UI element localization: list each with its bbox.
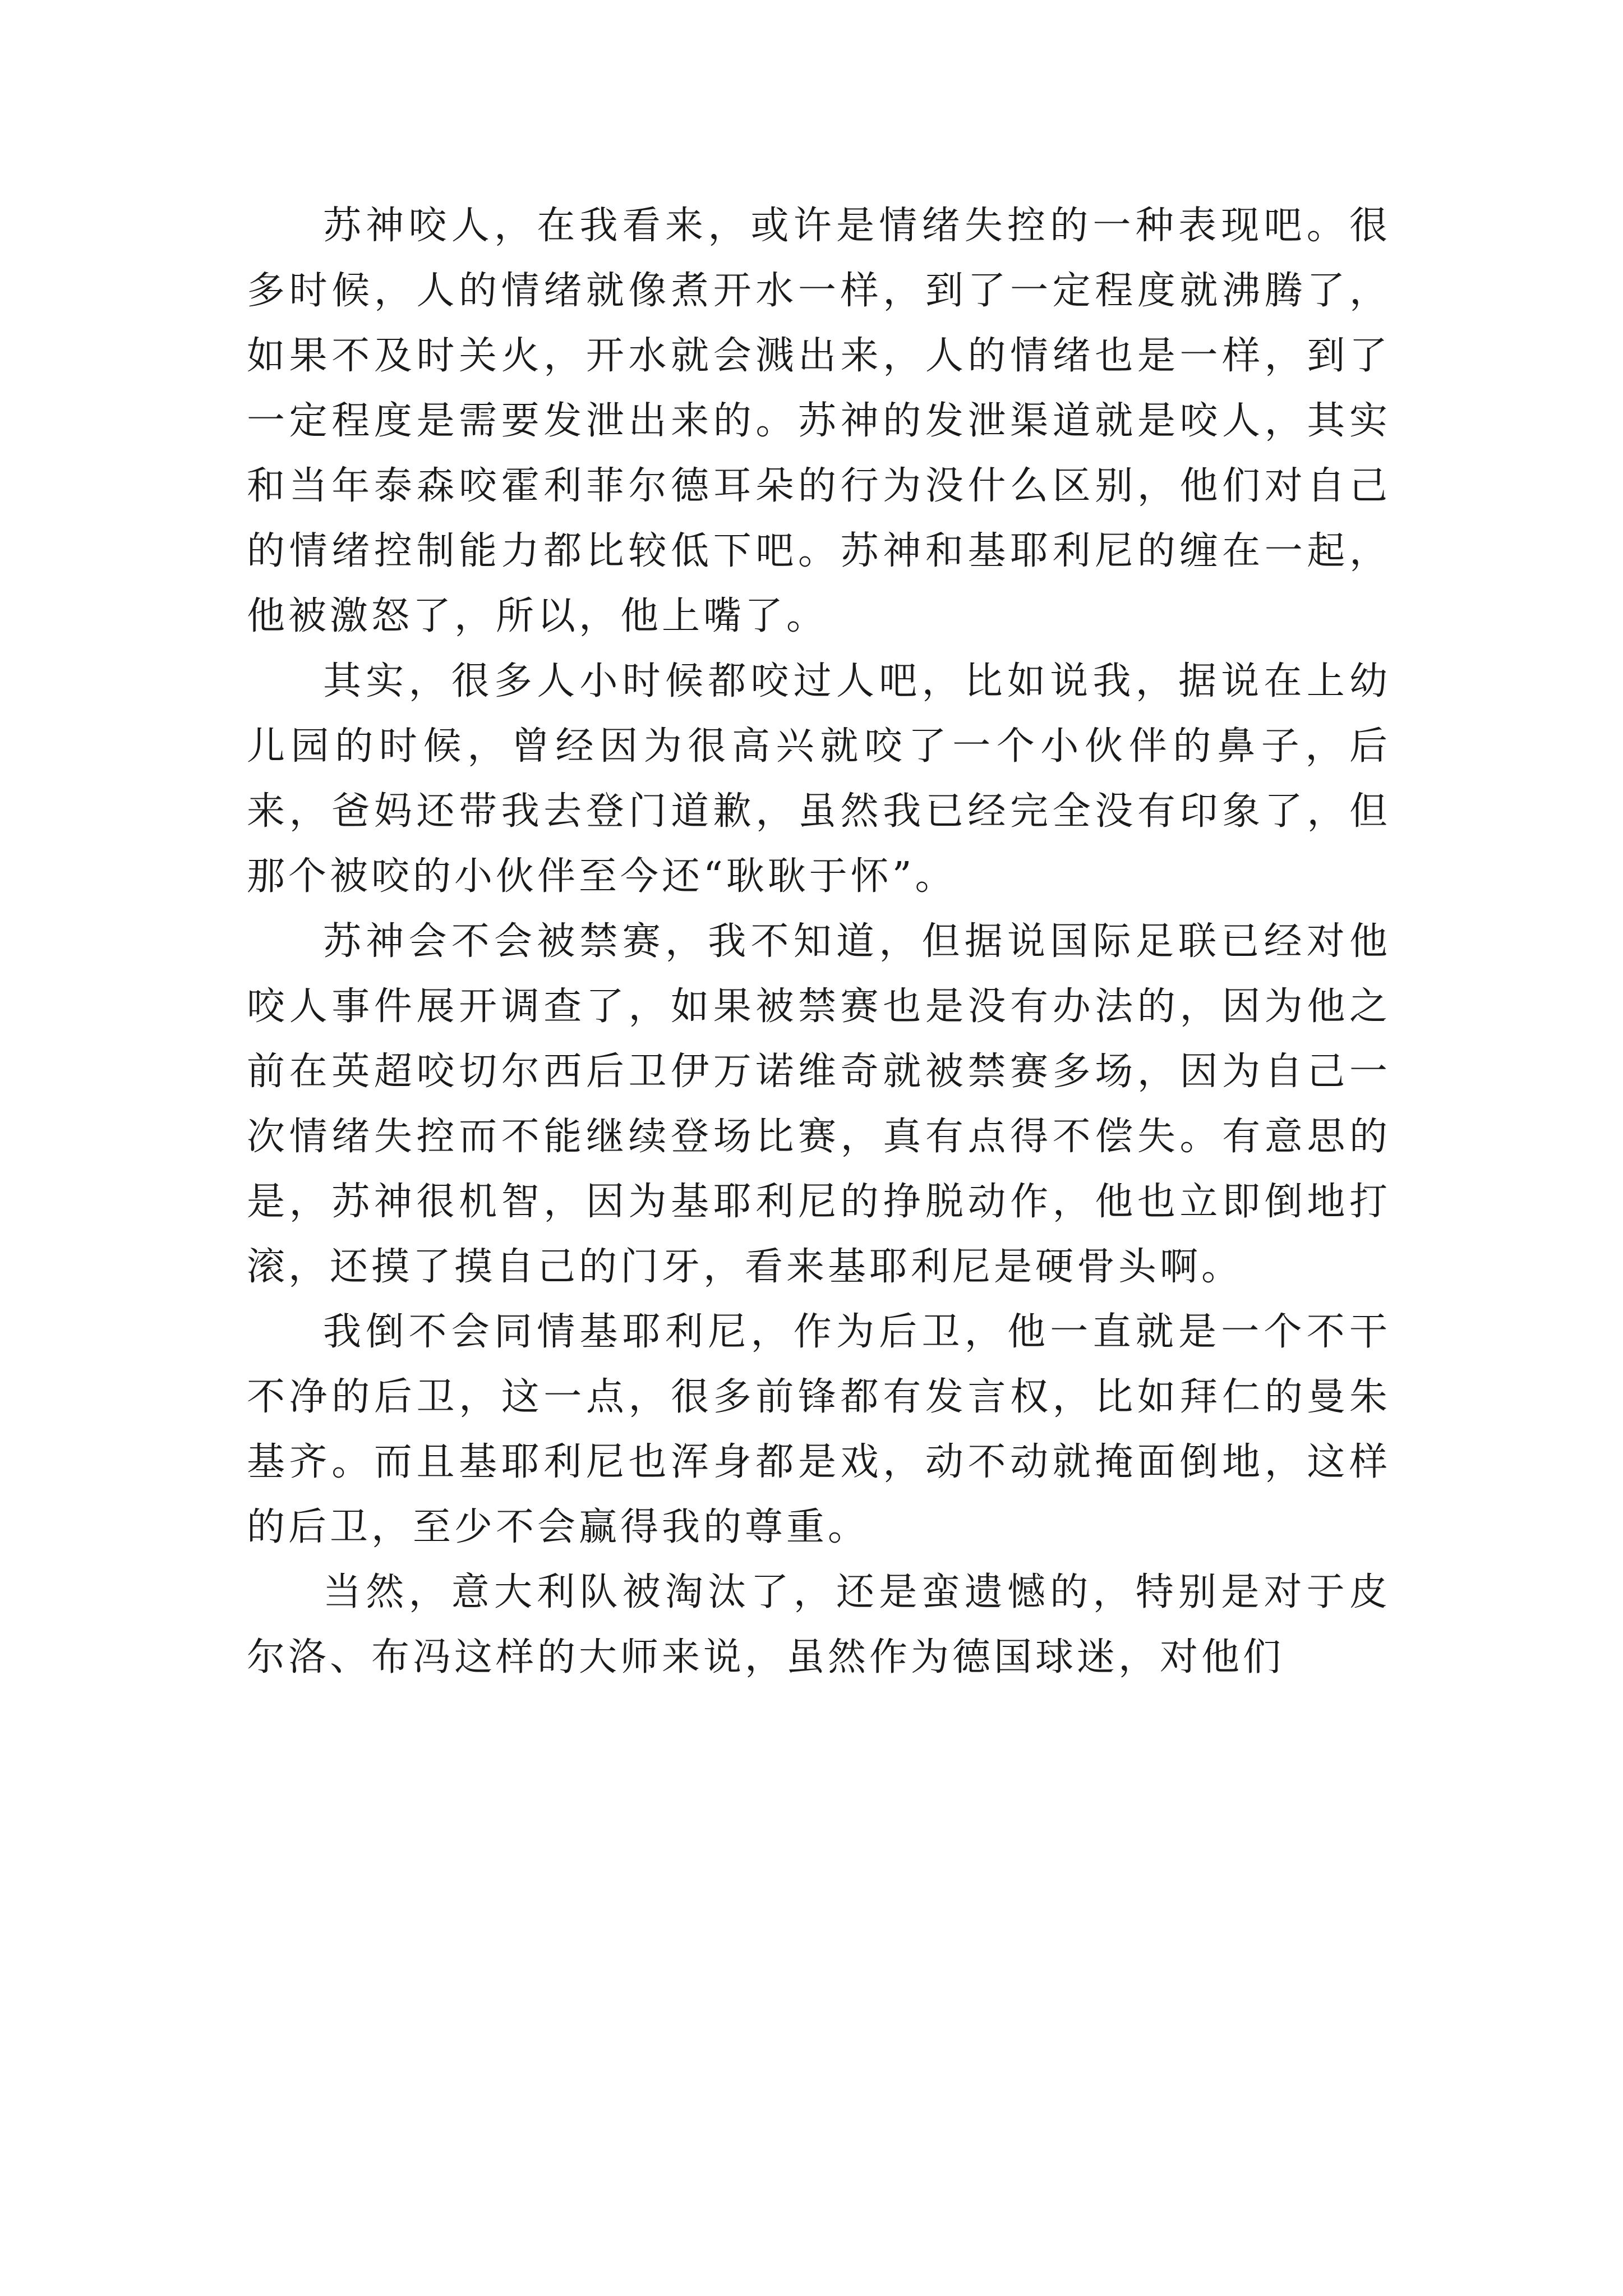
paragraph-4: 我倒不会同情基耶利尼，作为后卫，他一直就是一个不干不净的后卫，这一点，很多前锋都有发言权，比如拜仁的曼朱基齐。而且基耶利尼也浑身都是戏，动不动就掩面倒地，这样的后卫，至少不会赢得我的尊重。 <box>247 1310 1391 1549</box>
paragraph-2: 其实，很多人小时候都咬过人吧，比如说我，据说在上幼儿园的时候，曾经因为很高兴就咬了一个小伙伴的鼻子，后来，爸妈还带我去登门道歉，虽然我已经完全没有印象了，但那个被咬的小伙伴至今还“耿耿于怀”。 <box>247 659 1391 899</box>
paragraph-1: 苏神咬人，在我看来，或许是情绪失控的一种表现吧。很多时候，人的情绪就像煮开水一样，到了一定程度就沸腾了，如果不及时关火，开水就会溅出来，人的情绪也是一样，到了一定程度是需要发泄出来的。苏神的发泄渠道就是咬人，其实和当年泰森咬霍利菲尔德耳朵的行为没什么区别，他们对自己的情绪控制能力都比较低下吧。苏神和基耶利尼的缠在一起，他被激怒了，所以，他上嘴了。 <box>247 204 1391 638</box>
document-body <box>247 194 1391 1690</box>
paragraph-3: 苏神会不会被禁赛，我不知道，但据说国际足联已经对他咬人事件展开调查了，如果被禁赛也是没有办法的，因为他之前在英超咬切尔西后卫伊万诺维奇就被禁赛多场，因为自己一次情绪失控而不能继续登场比赛，真有点得不偿失。有意思的是，苏神很机智，因为基耶利尼的挣脱动作，他也立即倒地打滚，还摸了摸自己的门牙，看来基耶利尼是硬骨头啊。 <box>247 919 1391 1289</box>
paragraph-5: 当然，意大利队被淘汰了，还是蛮遗憾的，特别是对于皮尔洛、布冯这样的大师来说，虽然作为德国球迷，对他们 <box>247 1570 1391 1680</box>
